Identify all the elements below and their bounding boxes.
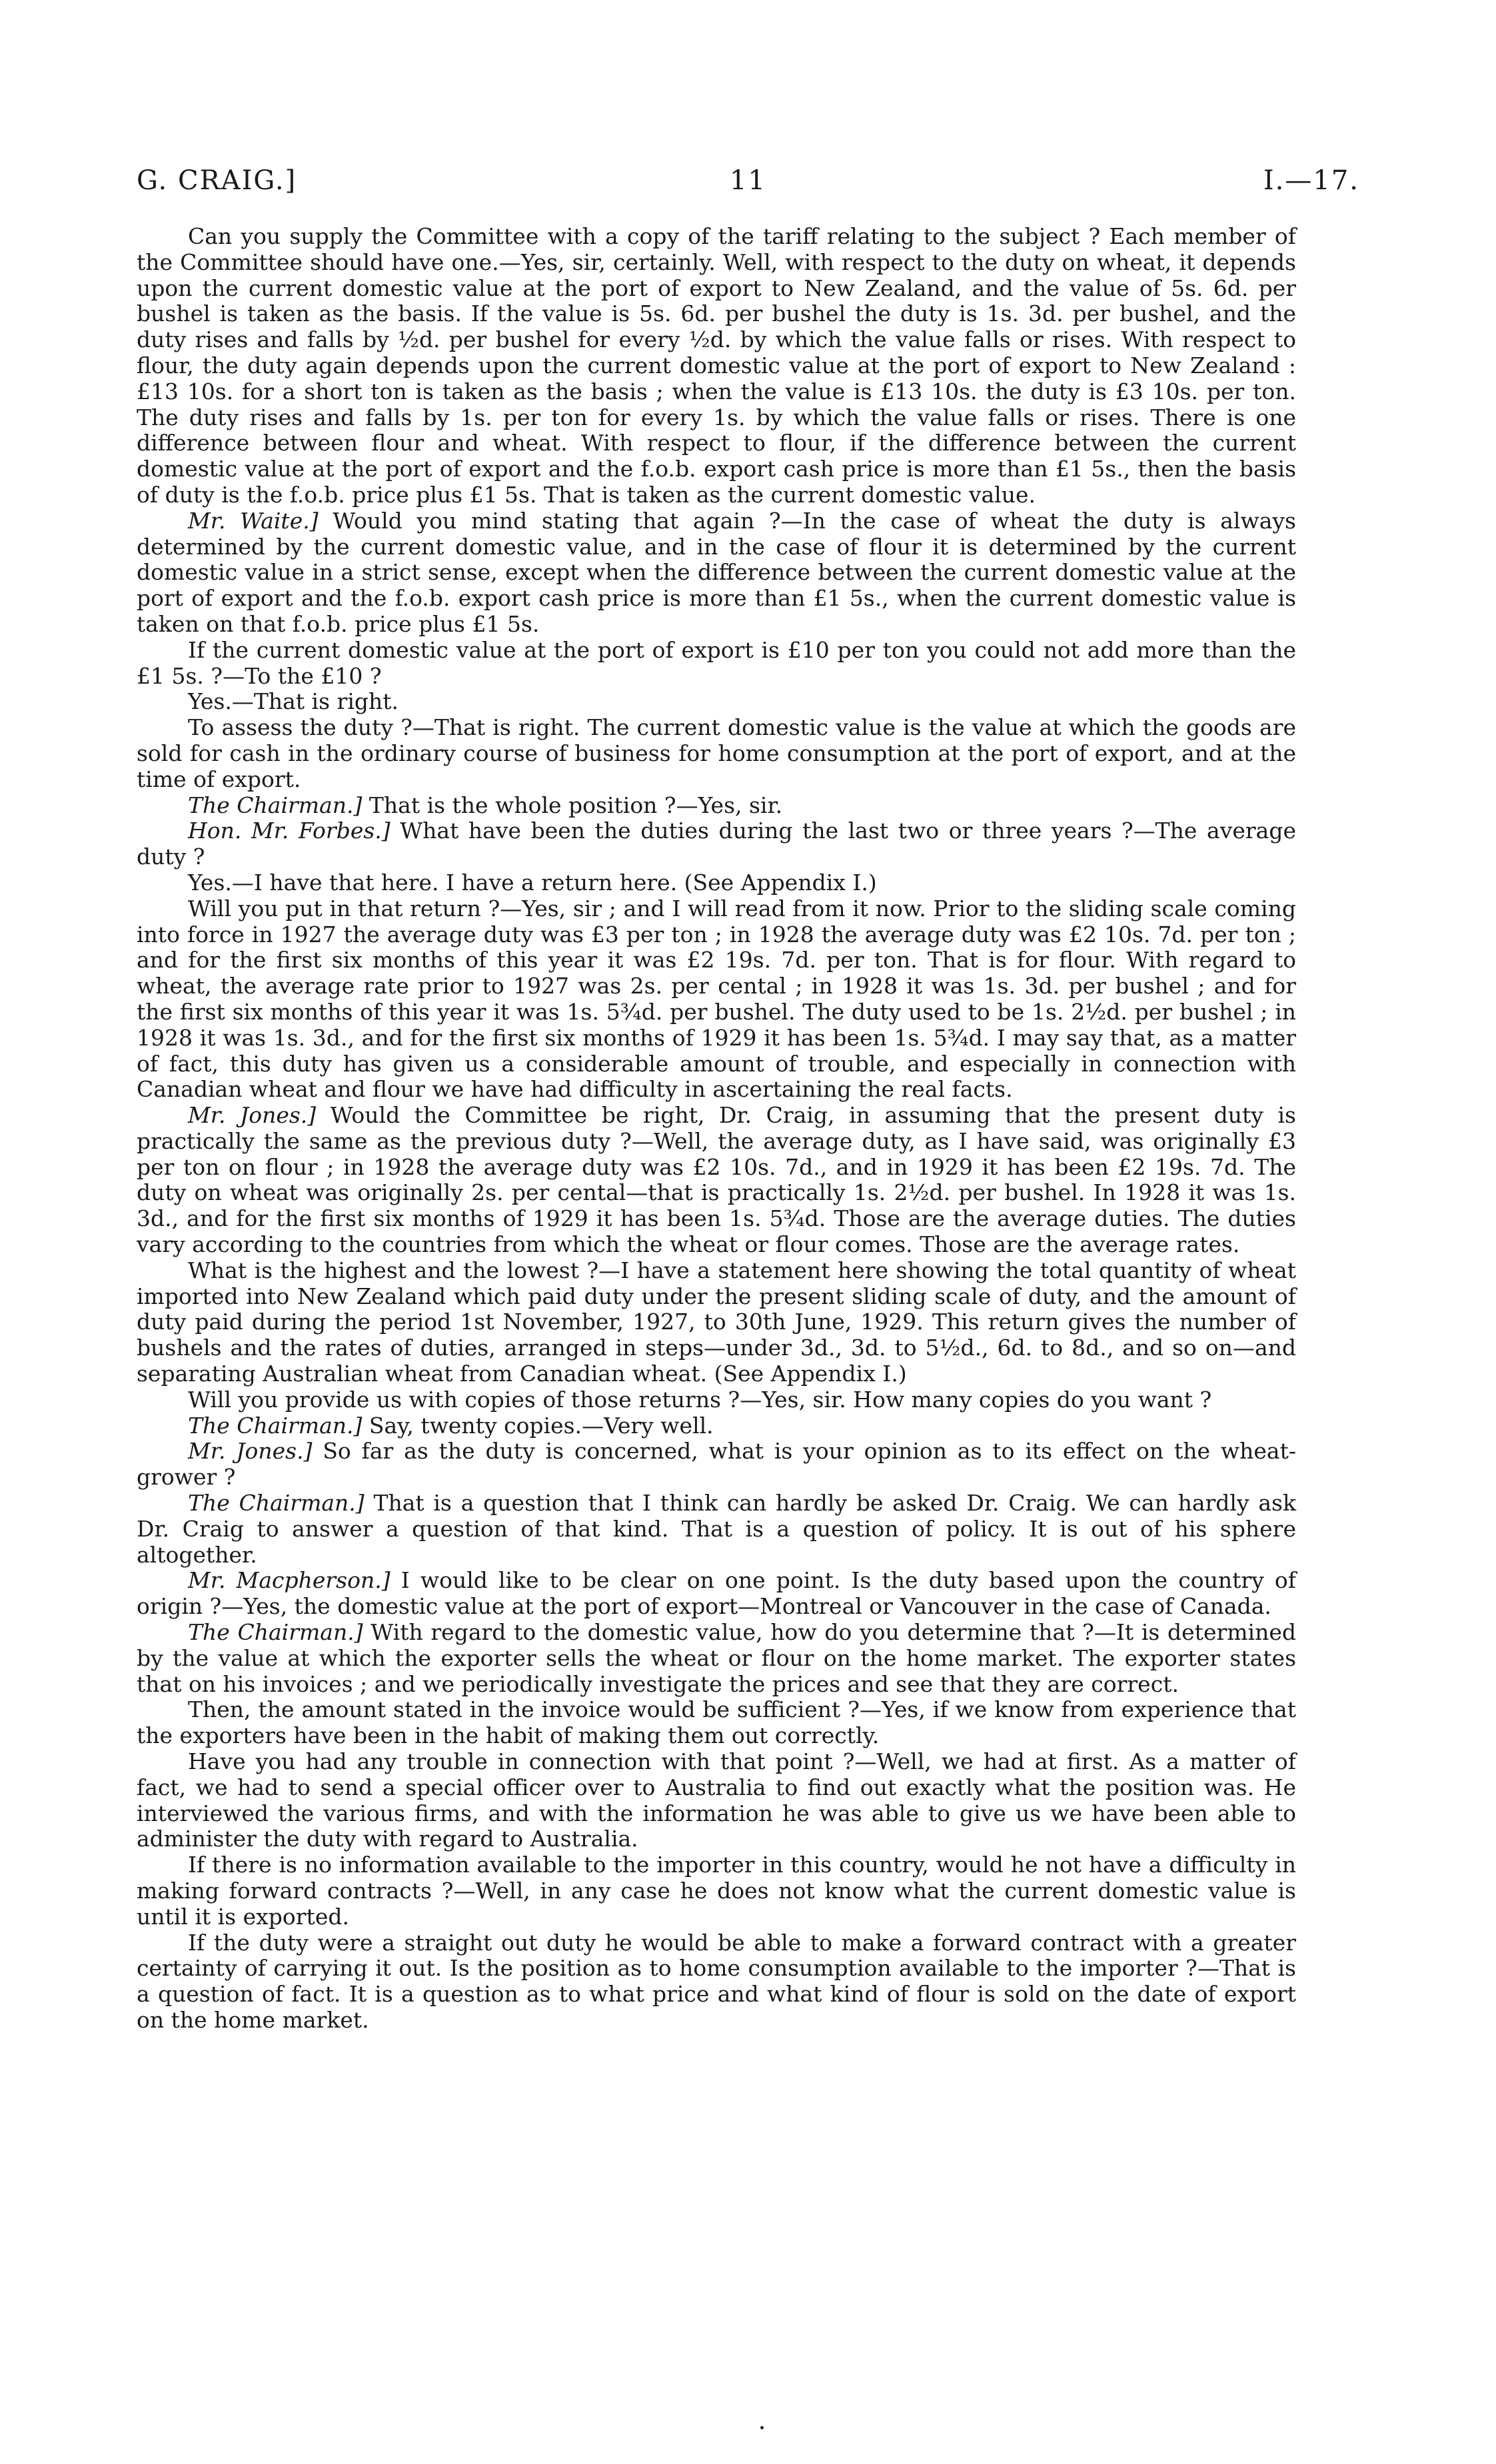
paragraph (137, 870, 1296, 896)
speaker-label: Mr. Jones.] (188, 1102, 317, 1129)
paragraph (137, 1439, 1296, 1491)
paragraph-text: Will you put in that return ?—Yes, sir ; and I will read from it now. Prior to the sliding scale coming into force in 1927 the average duty was £3 per ton ; in 1928 the average duty was £2 10s. 7d. per ton ; and for the first six months of this year it was £2 19s. 7d. per ton. That is for flour. With regard to wheat, the average rate prior to 1927 was 2s. per cental ; in 1928 it was 1s. 3d. per bushel ; and for the first six months of this year it was 1s. 5¾d. per bushel. The duty used to be 1s. 2½d. per bushel ; in 1928 it was 1s. 3d., and for the first six months of 1929 it has been 1s. 5¾d. I may say that, as a matter of fact, this duty has given us a considerable amount of trouble, and especially in connection with Canadian wheat and flour we have had difficulty in ascertaining the real facts. (137, 895, 1296, 1103)
paragraph-text: Would the Committee be right, Dr. Craig, in assuming that the present duty is practically the same as the previous duty ?—Well, the average duty, as I have said, was originally £3 per ton on flour ; in 1928 the average duty was £2 10s. 7d., and in 1929 it has been £2 19s. 7d. The duty on wheat was originally 2s. per cental—that is practically 1s. 2½d. per bushel. In 1928 it was 1s. 3d., and for the first six months of 1929 it has been 1s. 5¾d. Those are the average duties. The duties vary according to the countries from which the wheat or flour comes. Those are the average rates. (137, 1102, 1296, 1258)
paragraph (137, 1930, 1296, 2034)
paragraph-text: Will you provide us with copies of those returns ?—Yes, sir. How many copies do you want ? (188, 1386, 1212, 1413)
paragraph-text: So far as the duty is concerned, what is your opinion as to its effect on the wheat-grower ? (137, 1438, 1296, 1491)
paper-reference: I.—17. (1263, 165, 1359, 196)
paragraph (137, 793, 1296, 819)
speaker-label: The Chairman.] (188, 1412, 363, 1439)
paragraph-text: Can you supply the Committee with a copy of the tariff relating to the subject ? Each member of the Committee should have one.—Yes, sir, certainly. Well, with respect to the duty on wheat, it depends upon the current domestic value at the port of export to New Zealand, and the value of 5s. 6d. per bushel is taken as the basis. If the value is 5s. 6d. per bushel the duty is 1s. 3d. per bushel, and the duty rises and falls by ½d. per bushel for every ½d. by which the value falls or rises. With respect to flour, the duty again depends upon the current domestic value at the port of export to New Zealand : £13 10s. for a short ton is taken as the basis ; when the value is £13 10s. the duty is £3 10s. per ton. The duty rises and falls by 1s. per ton for every 1s. by which the value falls or rises. There is one difference between flour and wheat. With respect to flour, if the difference between the current domestic value at the port of export and the f.o.b. export cash price is more than £1 5s., then the basis of duty is the f.o.b. price plus £1 5s. That is taken as the current domestic value. (137, 223, 1296, 508)
transcript-body (137, 224, 1296, 2034)
paragraph-text: To assess the duty ?—That is right. The current domestic value is the value at which the goods are sold for cash in the ordinary course of business for home consumption at the port of export, and at the time of export. (137, 714, 1296, 792)
paragraph-text: Yes.—That is right. (188, 688, 398, 715)
paragraph-text: I would like to be clear on one point. Is the duty based upon the country of origin ?—Yes, the domestic value at the port of export—Montreal or Vancouver in the case of Canada. (137, 1567, 1296, 1620)
speaker-label: The Chairman.] (188, 792, 363, 818)
speaker-label: Mr. Waite.] (188, 507, 319, 534)
paragraph (137, 224, 1296, 508)
paragraph-text: Would you mind stating that again ?—In the case of wheat the duty is always determined by the current domestic value, and in the case of flour it is determined by the current domestic value in a strict sense, except when the difference between the current domestic value at the port of export and the f.o.b. export cash price is more than £1 5s., when the current domestic value is taken on that f.o.b. price plus £1 5s. (137, 507, 1296, 637)
paragraph-text: What is the highest and the lowest ?—I have a statement here showing the total quantity of wheat imported into New Zealand which paid duty under the present sliding scale of duty, and the amount of duty paid during the period 1st November, 1927, to 30th June, 1929. This return gives the number of bushels and the rates of duties, arranged in steps—under 3d., 3d. to 5½d., 6d. to 8d., and so on—and separating Australian wheat from Canadian wheat. (See Appendix I.) (137, 1257, 1296, 1387)
paragraph (137, 1258, 1296, 1387)
paragraph (137, 638, 1296, 690)
paragraph (137, 689, 1296, 715)
paragraph-text: With regard to the domestic value, how do you determine that ?—It is determined by the value at which the exporter sells the wheat or flour on the home market. The exporter states that on his invoices ; and we periodically investigate the prices and see that they are correct. (137, 1619, 1297, 1697)
speaker-label: Mr. Jones.] (188, 1438, 313, 1465)
paragraph (137, 1103, 1296, 1258)
paragraph (137, 1620, 1296, 1697)
paragraph-text: What have been the duties during the last two or three years ?—The average duty ? (137, 818, 1296, 870)
speaker-label: The Chairman.] (188, 1490, 365, 1517)
paragraph-text: If there is no information available to the importer in this country, would he not have a difficulty in making forward contracts ?—Well, in any case he does not know what the current domestic value is until it is exported. (137, 1852, 1296, 1930)
ink-speck (760, 2426, 764, 2429)
header-witness: G. CRAIG.] (137, 165, 297, 196)
paragraph-text: If the current domestic value at the port of export is £10 per ton you could not add more than the £1 5s. ?—To the £10 ? (137, 636, 1296, 689)
paragraph-text: Say, twenty copies.—Very well. (369, 1412, 714, 1439)
paragraph (137, 1568, 1296, 1620)
paragraph (137, 508, 1296, 638)
paragraph (137, 1852, 1296, 1930)
paragraph-text: That is the whole position ?—Yes, sir. (369, 792, 783, 818)
paragraph-text: That is a question that I think can hardly be asked Dr. Craig. We can hardly ask Dr. Craig to answer a question of that kind. That is a question of policy. It is out of his sphere altogether. (137, 1490, 1296, 1568)
paragraph (137, 1491, 1296, 1568)
speaker-label: The Chairman.] (188, 1619, 363, 1646)
paragraph (137, 896, 1296, 1103)
paragraph (137, 1749, 1296, 1852)
paragraph (137, 1387, 1296, 1413)
page-header (137, 165, 1359, 205)
speaker-label: Hon. Mr. Forbes.] (188, 818, 390, 844)
paragraph (137, 1697, 1296, 1749)
paragraph-text: Yes.—I have that here. I have a return here. (See Appendix I.) (188, 869, 877, 896)
page-number: 11 (730, 165, 766, 196)
speaker-label: Mr. Macpherson.] (188, 1567, 390, 1594)
paragraph (137, 715, 1296, 792)
paragraph-text: Have you had any trouble in connection with that point ?—Well, we had at first. As a matter of fact, we had to send a special officer over to Australia to find out exactly what the position was. He interviewed the various firms, and with the information he was able to give us we have been able to administer the duty with regard to Australia. (137, 1748, 1296, 1852)
paragraph-text: Then, the amount stated in the invoice would be sufficient ?—Yes, if we know from experience that the exporters have been in the habit of making them out correctly. (137, 1696, 1296, 1749)
paragraph-text: If the duty were a straight out duty he would be able to make a forward contract with a greater certainty of carrying it out. Is the position as to home consumption available to the importer ?—That is a question of fact. It is a question as to what price and what kind of flour is sold on the date of export on the home market. (137, 1929, 1296, 2033)
paragraph (137, 818, 1296, 870)
paragraph (137, 1413, 1296, 1439)
